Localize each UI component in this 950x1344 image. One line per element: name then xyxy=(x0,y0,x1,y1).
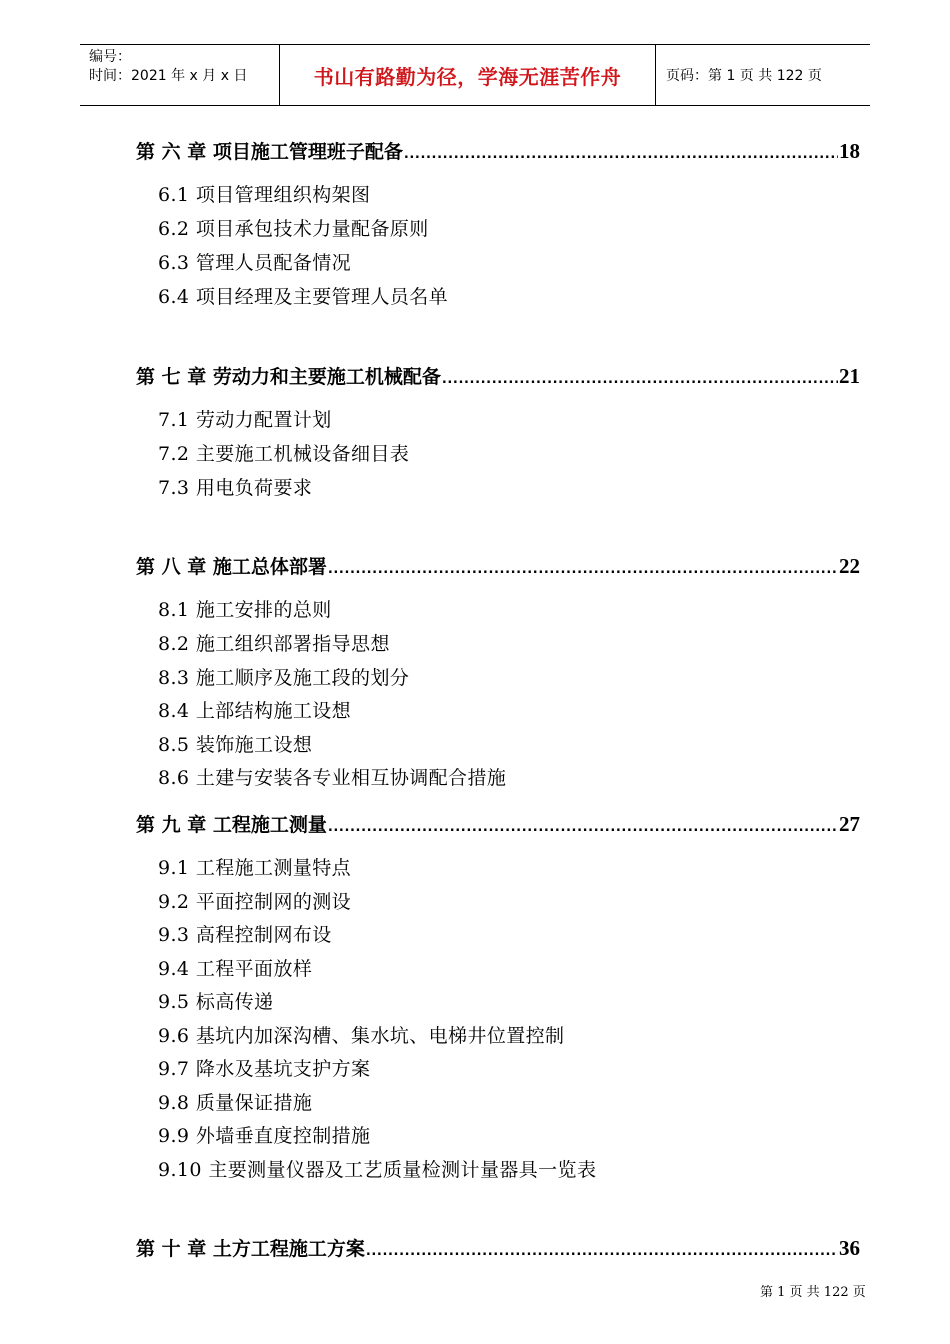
toc-item[interactable]: 8.4 上部结构施工设想 xyxy=(158,700,352,722)
toc-item[interactable]: 9.2 平面控制网的测设 xyxy=(158,891,352,913)
chapter-title: 第 八 章 施工总体部署 xyxy=(136,556,327,578)
toc-item[interactable]: 9.4 工程平面放样 xyxy=(158,958,313,980)
toc-item[interactable]: 7.1 劳动力配置计划 xyxy=(158,409,332,431)
toc-chapter[interactable] xyxy=(136,552,860,580)
toc-item[interactable]: 9.6 基坑内加深沟槽、集水坑、电梯井位置控制 xyxy=(158,1025,565,1047)
chapter-title: 第 九 章 工程施工测量 xyxy=(136,814,327,836)
document-header xyxy=(80,44,870,106)
chapter-page-number: 18 xyxy=(839,139,860,163)
number-label: 编号： xyxy=(89,49,131,65)
toc-item[interactable]: 9.7 降水及基坑支护方案 xyxy=(158,1058,371,1080)
time-label: 时间：2021 年 x 月 x 日 xyxy=(89,68,248,84)
chapter-title: 第 六 章 项目施工管理班子配备 xyxy=(136,141,403,163)
toc-chapter[interactable] xyxy=(136,137,860,165)
chapter-title: 第 十 章 土方工程施工方案 xyxy=(136,1238,365,1260)
toc-item[interactable]: 6.4 项目经理及主要管理人员名单 xyxy=(158,286,449,308)
header-meta xyxy=(80,45,280,105)
toc-item[interactable]: 9.8 质量保证措施 xyxy=(158,1092,313,1114)
toc-item[interactable]: 9.1 工程施工测量特点 xyxy=(158,857,352,879)
toc-item[interactable]: 6.2 项目承包技术力量配备原则 xyxy=(158,218,429,240)
header-page-info: 页码：第 1 页 共 122 页 xyxy=(666,68,822,84)
chapter-page-number: 36 xyxy=(839,1236,860,1260)
toc-chapter[interactable] xyxy=(136,362,860,390)
toc-item[interactable]: 8.2 施工组织部署指导思想 xyxy=(158,633,390,655)
dot-leader xyxy=(328,820,838,835)
toc-item[interactable]: 9.9 外墙垂直度控制措施 xyxy=(158,1125,371,1147)
toc-chapter[interactable] xyxy=(136,810,860,838)
dot-leader xyxy=(404,147,838,162)
dot-leader xyxy=(366,1244,838,1259)
toc-item[interactable]: 8.5 装饰施工设想 xyxy=(158,734,313,756)
dot-leader xyxy=(328,562,838,577)
toc-chapter[interactable] xyxy=(136,1234,860,1262)
chapter-page-number: 27 xyxy=(839,812,860,836)
page-footer: 第 1 页 共 122 页 xyxy=(760,1285,866,1300)
toc-item[interactable]: 7.3 用电负荷要求 xyxy=(158,477,313,499)
toc-item[interactable]: 8.1 施工安排的总则 xyxy=(158,599,332,621)
chapter-page-number: 21 xyxy=(839,364,860,388)
dot-leader xyxy=(442,372,838,387)
toc-item[interactable]: 9.5 标高传递 xyxy=(158,991,274,1013)
toc-item[interactable]: 8.3 施工顺序及施工段的划分 xyxy=(158,667,410,689)
toc-item[interactable]: 6.1 项目管理组织构架图 xyxy=(158,184,371,206)
toc-item[interactable]: 7.2 主要施工机械设备细目表 xyxy=(158,443,410,465)
chapter-page-number: 22 xyxy=(839,554,860,578)
toc-item[interactable]: 6.3 管理人员配备情况 xyxy=(158,252,352,274)
toc-item[interactable]: 9.3 高程控制网布设 xyxy=(158,924,332,946)
chapter-title: 第 七 章 劳动力和主要施工机械配备 xyxy=(136,366,441,388)
header-motto: 书山有路勤为径，学海无涯苦作舟 xyxy=(280,45,656,105)
toc-item[interactable]: 9.10 主要测量仪器及工艺质量检测计量器具一览表 xyxy=(158,1159,597,1181)
toc-item[interactable]: 8.6 土建与安装各专业相互协调配合措施 xyxy=(158,767,507,789)
